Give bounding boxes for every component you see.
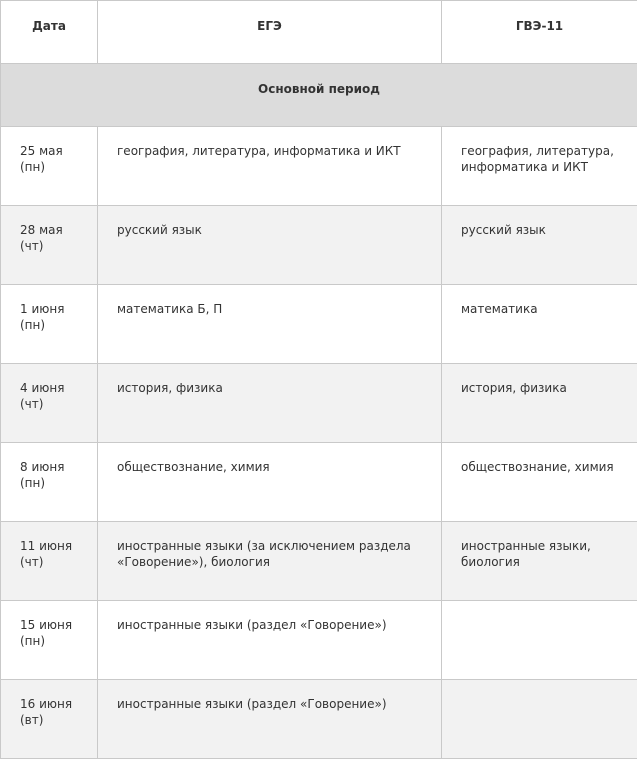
gve-cell: история, физика — [442, 364, 637, 443]
ege-cell: история, физика — [98, 364, 442, 443]
header-ege: ЕГЭ — [98, 1, 442, 64]
table-row — [1, 127, 637, 206]
ege-cell: математика Б, П — [98, 285, 442, 364]
table-row — [1, 443, 637, 522]
ege-cell: иностранные языки (раздел «Говорение») — [98, 601, 442, 680]
table-row — [1, 206, 637, 285]
gve-cell: обществознание, химия — [442, 443, 637, 522]
date-cell: 28 мая (чт) — [1, 206, 98, 285]
date-cell: 16 июня (вт) — [1, 680, 98, 759]
header-date: Дата — [1, 1, 98, 64]
gve-cell — [442, 680, 637, 759]
date-cell: 11 июня (чт) — [1, 522, 98, 601]
table-row — [1, 601, 637, 680]
ege-cell: обществознание, химия — [98, 443, 442, 522]
date-cell: 1 июня (пн) — [1, 285, 98, 364]
date-cell: 8 июня (пн) — [1, 443, 98, 522]
table-row — [1, 522, 637, 601]
gve-cell: иностранные языки, биология — [442, 522, 637, 601]
ege-cell: география, литература, информатика и ИКТ — [98, 127, 442, 206]
header-gve: ГВЭ-11 — [442, 1, 637, 64]
ege-cell: иностранные языки (раздел «Говорение») — [98, 680, 442, 759]
date-cell: 4 июня (чт) — [1, 364, 98, 443]
date-cell: 25 мая (пн) — [1, 127, 98, 206]
table-header-row — [1, 1, 637, 64]
ege-cell: иностранные языки (за исключением раздела «Говорение»), биология — [98, 522, 442, 601]
table-row — [1, 680, 637, 759]
gve-cell — [442, 601, 637, 680]
gve-cell: география, литература, информатика и ИКТ — [442, 127, 637, 206]
table-row — [1, 364, 637, 443]
gve-cell: русский язык — [442, 206, 637, 285]
table-row — [1, 285, 637, 364]
date-cell: 15 июня (пн) — [1, 601, 98, 680]
period-label: Основной период — [1, 64, 637, 127]
ege-cell: русский язык — [98, 206, 442, 285]
period-row — [1, 64, 637, 127]
gve-cell: математика — [442, 285, 637, 364]
